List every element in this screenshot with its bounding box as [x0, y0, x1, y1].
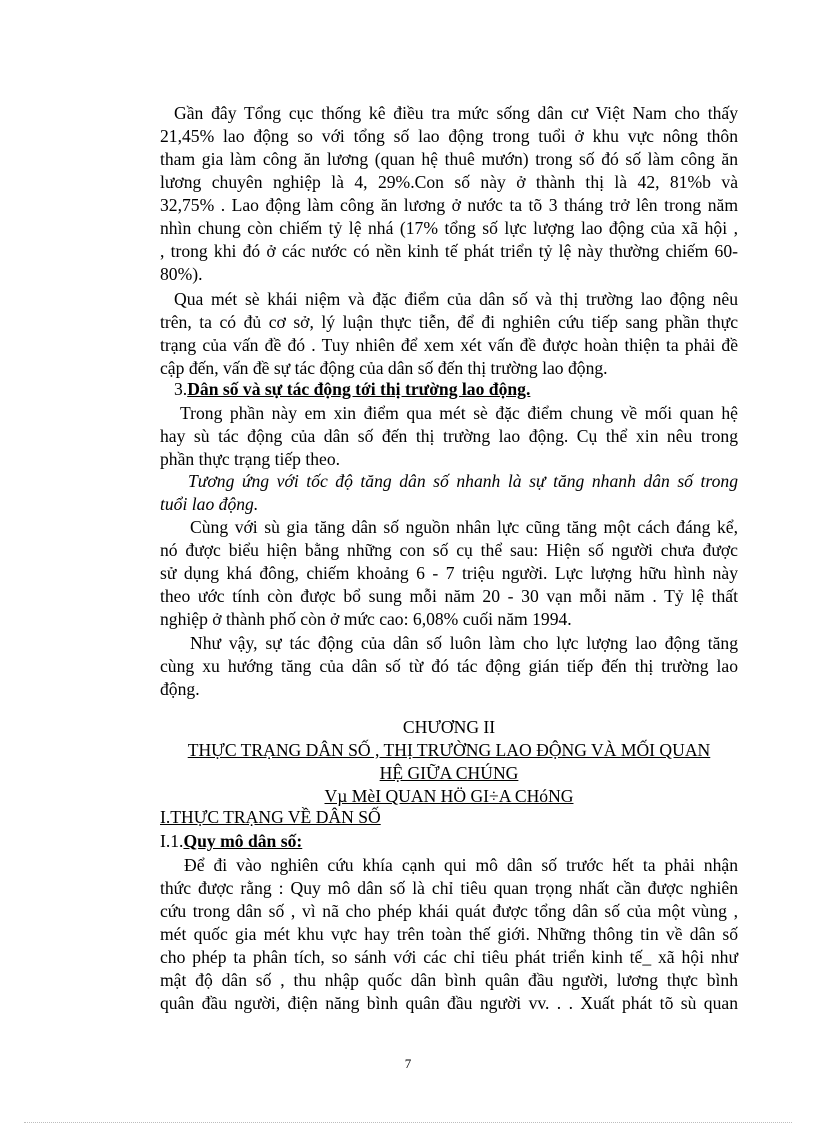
- paragraph-line: hay sù tác động của dân số đến thị trường lao động. Cụ thể xin nêu trong: [160, 426, 738, 446]
- paragraph-line: nhìn chung còn chiếm tỷ lệ nhá (17% tổng số lực lượng lao động của xã hội ,: [160, 218, 738, 238]
- paragraph-line: động.: [160, 679, 200, 699]
- paragraph-line: Cùng với sù gia tăng dân số nguồn nhân lực cũng tăng một cách đáng kể,: [190, 517, 738, 537]
- paragraph-line: Để đi vào nghiên cứu khía cạnh qui mô dân số trước hết ta phải nhận: [184, 855, 738, 875]
- paragraph-line: , trong khi đó ở các nước có nền kinh tế phát triển tỷ lệ này thường chiếm 60-: [160, 241, 738, 261]
- section-title: I.THỰC TRẠNG VỀ DÂN SỐ: [160, 807, 381, 827]
- paragraph-line: 21,45% lao động so với tổng số lao động trong tuổi ở khu vực nông thôn: [160, 126, 738, 146]
- paragraph-line: cho phép ta phân tích, so sánh với các chỉ tiêu phát triển kinh tế_ xã hội như: [160, 947, 738, 967]
- paragraph-line: cứu trong dân số , vì nã cho phép khái quát được tổng dân số của một vùng ,: [160, 901, 738, 921]
- chapter-title: [160, 739, 738, 761]
- paragraph-line: Trong phần này em xin điểm qua mét sè đặc điểm chung về mối quan hệ: [180, 403, 738, 423]
- paragraph-line: sử dụng khá đông, chiếm khoảng 6 - 7 triệu người. Lực lượng hữu hình này: [160, 563, 738, 583]
- paragraph-line: mật độ dân số , thu nhập quốc dân bình quân đầu người, lương thực bình: [160, 970, 738, 990]
- italic-line: tuổi lao động.: [160, 494, 259, 514]
- italic-line: Tương ứng với tốc độ tăng dân số nhanh là sự tăng nhanh dân số trong: [188, 471, 738, 491]
- chapter-title-line: THỰC TRẠNG DÂN SỐ , THỊ TRƯỜNG LAO ĐỘNG VÀ MỐI QUAN: [187, 740, 711, 760]
- chapter-title-line: Vµ MèI QUAN HÖ GI÷A CHóNG: [324, 786, 574, 806]
- paragraph-line: tham gia làm công ăn lương (quan hệ thuê mướn) trong số đó số làm công ăn: [160, 149, 738, 169]
- chapter-title: [160, 762, 738, 784]
- chapter-label: CHƯƠNG II: [402, 717, 496, 737]
- paragraph-line: trạng của vấn đề đó . Tuy nhiên để xem xét vấn đề được hoàn thiện ta phải đề: [160, 335, 738, 355]
- paragraph-line: nó được biểu hiện bằng những con số cụ thể sau: Hiện số người chưa được: [160, 540, 738, 560]
- section-number: 3.: [174, 379, 188, 399]
- paragraph-line: nghiệp ở thành phố còn ở mức cao: 6,08% cuối năm 1994.: [160, 609, 572, 629]
- paragraph-line: cập đến, vấn đề sự tác động của dân số đến thị trường lao động.: [160, 358, 608, 378]
- paragraph-line: 80%).: [160, 264, 203, 284]
- paragraph-line: Gần đây Tổng cục thống kê điều tra mức sống dân cư Việt Nam cho thấy: [174, 103, 738, 123]
- subsection-heading: [160, 830, 738, 852]
- section-heading: [160, 378, 738, 400]
- paragraph-line: 32,75% . Lao động làm công ăn lương ở nước ta tõ 3 tháng trở lên trong năm: [160, 195, 738, 215]
- section-title: Quy mô dân số:: [183, 831, 303, 851]
- chapter-title-line: HỆ GIỮA CHÚNG: [379, 763, 519, 783]
- paragraph-line: quân đầu người, điện năng bình quân đầu người vv. . . Xuất phát tõ sù quan: [160, 993, 738, 1013]
- chapter-title: [160, 785, 738, 807]
- paragraph-line: cùng xu hướng tăng của dân số từ đó tác động gián tiếp đến thị trường lao: [160, 656, 738, 676]
- section-number: I.1.: [160, 831, 184, 851]
- paragraph-line: phần thực trạng tiếp theo.: [160, 449, 341, 469]
- page-number: 7: [404, 1056, 412, 1071]
- paragraph-line: mét quốc gia mét khu vực hay trên toàn thế giới. Những thông tin về dân số: [160, 924, 738, 944]
- paragraph-line: thức được rằng : Quy mô dân số là chỉ tiêu quan trọng nhất cần được nghiên: [160, 878, 738, 898]
- paragraph-line: Qua mét sè khái niệm và đặc điểm của dân số và thị trường lao động nêu: [174, 289, 738, 309]
- paragraph-line: theo ước tính còn được bổ sung mỗi năm 20 - 30 vạn mỗi năm . Tỷ lệ thất: [160, 586, 738, 606]
- paragraph-line: lương chuyên nghiệp là 4, 29%.Con số này ở thành thị là 42, 81%b và: [160, 172, 738, 192]
- section-title: Dân số và sự tác động tới thị trường lao động.: [187, 379, 531, 399]
- paragraph-line: Như vậy, sự tác động của dân số luôn làm cho lực lượng lao động tăng: [190, 633, 738, 653]
- paragraph-line: trên, ta có đủ cơ sở, lý luận thực tiễn, để đi nghiên cứu tiếp sang phần thực: [160, 312, 738, 332]
- section-heading: [160, 806, 738, 828]
